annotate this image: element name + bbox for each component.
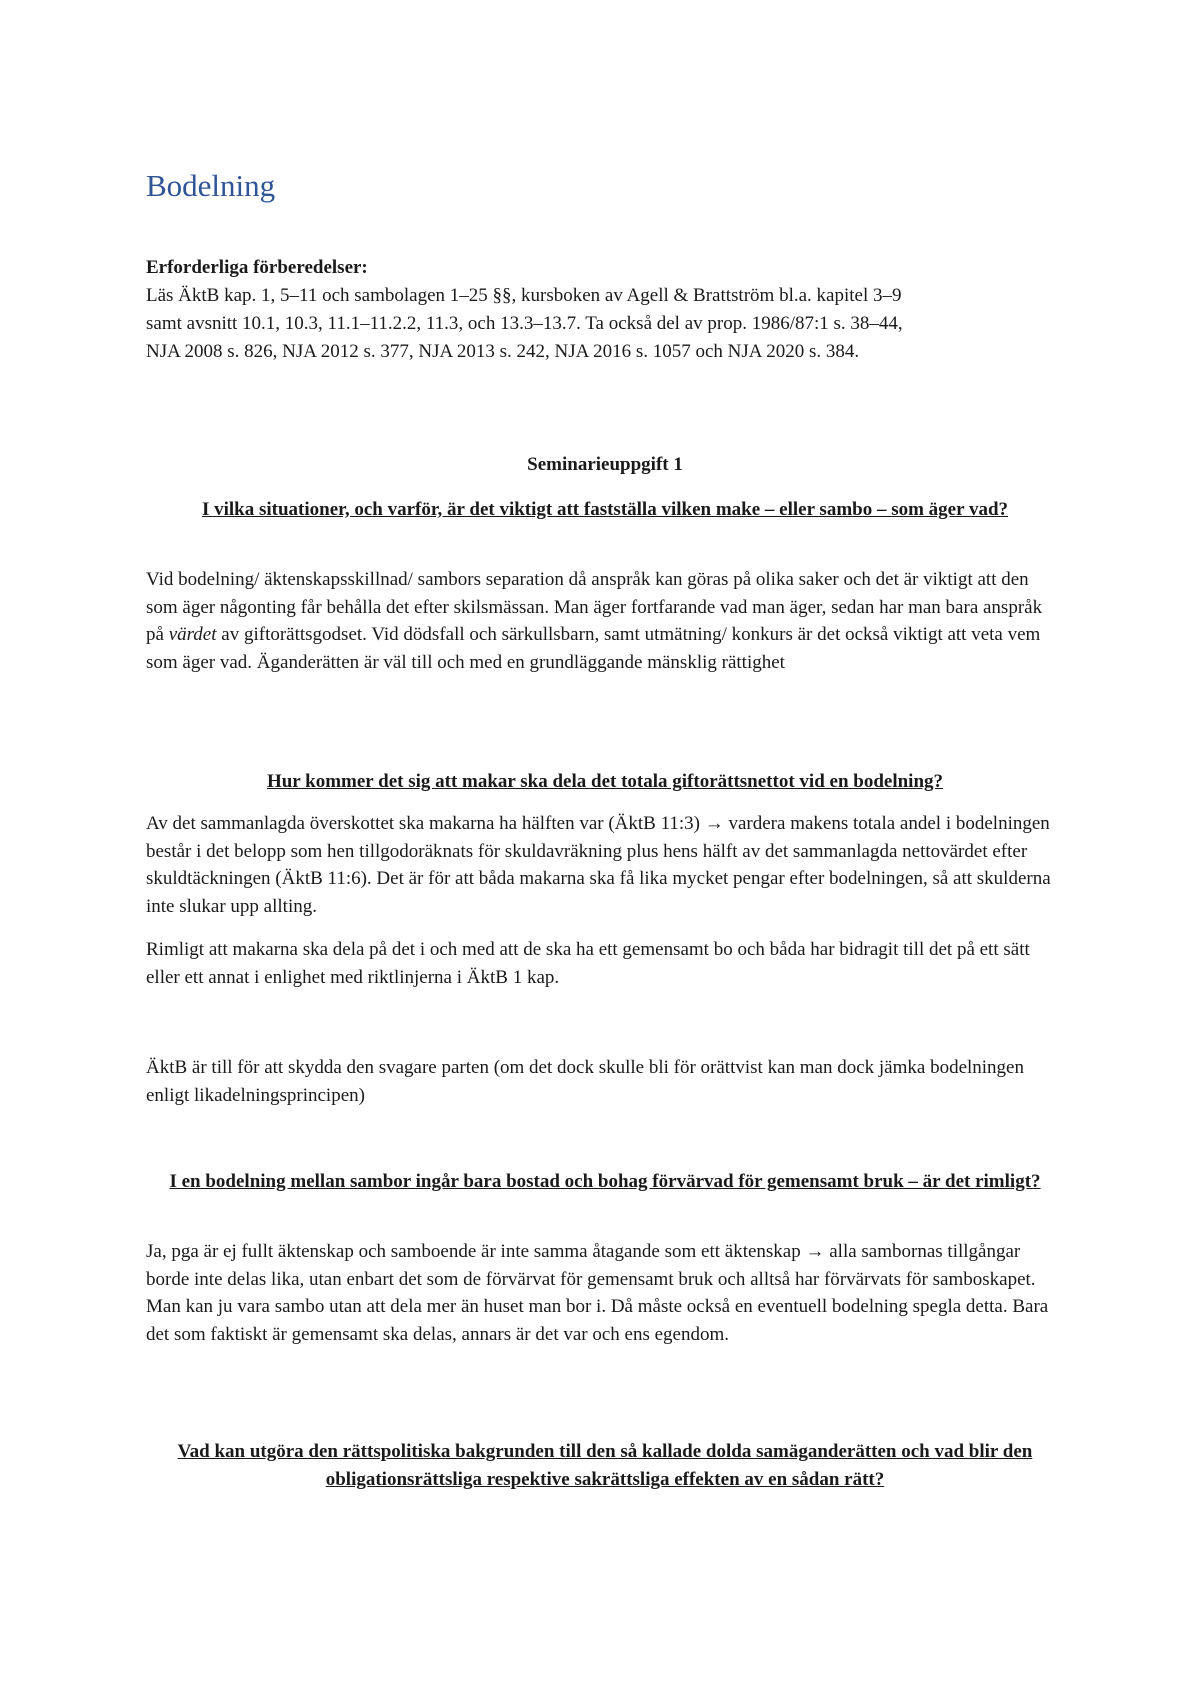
- page-title: Bodelning: [146, 168, 276, 203]
- answer-1-text-end: av giftorättsgodset. Vid dödsfall och särkullsbarn, samt utmätning/ konkurs är det också viktigt att veta vem som äger vad. Äganderätten är väl till och med en grundläggande mänsklig rättighet: [146, 624, 1041, 673]
- answer-1-text-start: Vid bodelning/ äktenskapsskillnad/ sambors separation då anspråk kan göras på olika saker och det är viktigt att den som äger någonting får behålla det efter skilsmässan. Man äger fortfarande vad man äger, sedan har man bara anspråk på: [146, 569, 1043, 645]
- answer-2-paragraph-3: ÄktB är till för att skydda den svagare parten (om det dock skulle bli för orättvist kan man dock jämka bodelningen enligt likadelningsprincipen): [146, 1057, 1024, 1106]
- question-3-heading: I en bodelning mellan sambor ingår bara bostad och bohag förvärvad för gemensamt bruk – är det rimligt?: [169, 1171, 1041, 1192]
- preparations-text: Läs ÄktB kap. 1, 5–11 och sambolagen 1–25 §§, kursboken av Agell & Brattström bl.a. kapitel 3–9 samt avsnitt 10.1, 10.3, 11.1–11.2.2, 11.3, och 13.3–13.7. Ta också del av prop. 1986/87:1 s. 38–44, NJA 2008 s. 826, NJA 2012 s. 377, NJA 2013 s. 242, NJA 2016 s. 1057 och NJA 2020 s. 384.: [146, 285, 903, 362]
- answer-3-paragraph: Ja, pga är ej fullt äktenskap och samboende är inte samma åtagande som ett äktenskap → alla sambornas tillgångar borde inte delas lika, utan enbart det som de förvärvat för gemensamt bruk och alltså har förvärvats för samboskapet. Man kan ju vara sambo utan att dela mer än huset man bor i. Då måste också en eventuell bodelning spegla detta. Bara det som faktiskt är gemensamt ska delas, annars är det var och ens egendom.: [146, 1241, 1049, 1345]
- answer-2-paragraph-1: Av det sammanlagda överskottet ska makarna ha hälften var (ÄktB 11:3) → vardera makens totala andel i bodelningen består i det belopp som hen tillgodoräknats för skuldavräkning plus hens hälft av det sammanlagda nettovärdet efter skuldtäckningen (ÄktB 11:6). Det är för att båda makarna ska få lika mycket pengar efter bodelningen, så att skulderna inte slukar upp allting.: [146, 813, 1051, 917]
- answer-1-paragraph: [146, 566, 1064, 676]
- preparations-section: [146, 254, 906, 366]
- seminar-heading: Seminarieuppgift 1: [527, 454, 683, 475]
- answer-2-paragraph-2: Rimligt att makarna ska dela på det i och med att de ska ha ett gemensamt bo och båda har bidragit till det på ett sätt eller ett annat i enlighet med riktlinjerna i ÄktB 1 kap.: [146, 939, 1030, 988]
- question-1-heading: I vilka situationer, och varför, är det viktigt att fastställa vilken make – eller sambo – som äger vad?: [201, 499, 1009, 520]
- preparations-label: Erforderliga förberedelser:: [146, 257, 368, 278]
- answer-1-emphasis: värdet: [168, 624, 217, 645]
- question-2-heading: Hur kommer det sig att makar ska dela det totala giftorättsnettot vid en bodelning?: [266, 771, 944, 792]
- question-4-heading: Vad kan utgöra den rättspolitiska bakgrunden till den så kallade dolda samäganderätten och vad blir den obligationsrättsliga respektive sakrättsliga effekten av en sådan rätt?: [177, 1441, 1033, 1490]
